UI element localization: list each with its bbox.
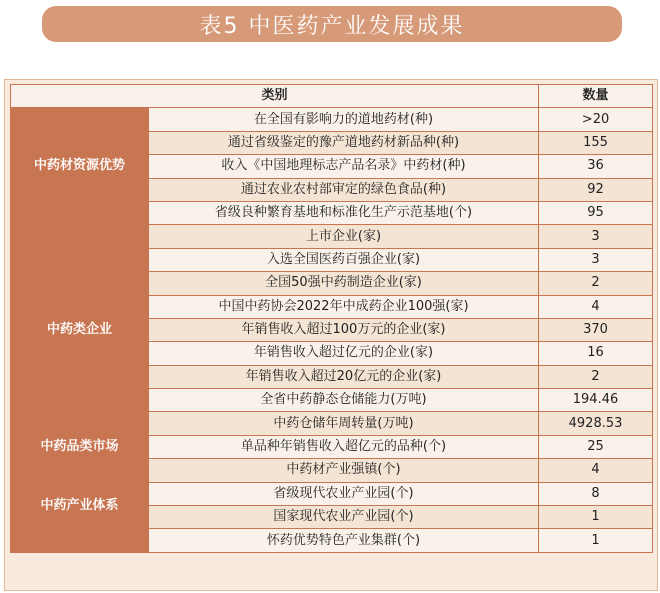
count-cell: 8 bbox=[539, 482, 653, 505]
count-cell: 1 bbox=[539, 506, 653, 529]
item-cell: 中药材产业强镇(个) bbox=[149, 459, 539, 482]
item-cell: 怀药优势特色产业集群(个) bbox=[149, 529, 539, 552]
item-cell: 收入《中国地理标志产品名录》中药材(种) bbox=[149, 155, 539, 178]
item-cell: 在全国有影响力的道地药材(种) bbox=[149, 108, 539, 131]
count-cell: 25 bbox=[539, 435, 653, 458]
count-cell: 1 bbox=[539, 529, 653, 552]
count-cell: 36 bbox=[539, 155, 653, 178]
item-cell: 全国50强中药制造企业(家) bbox=[149, 272, 539, 295]
item-cell: 上市企业(家) bbox=[149, 225, 539, 248]
item-cell: 省级良种繁育基地和标准化生产示范基地(个) bbox=[149, 201, 539, 224]
item-cell: 年销售收入超过亿元的企业(家) bbox=[149, 342, 539, 365]
table-title: 表5 中医药产业发展成果 bbox=[42, 6, 622, 42]
count-cell: 92 bbox=[539, 178, 653, 201]
count-cell: 194.46 bbox=[539, 389, 653, 412]
table-row bbox=[11, 459, 653, 482]
count-cell: 3 bbox=[539, 225, 653, 248]
count-cell: 3 bbox=[539, 248, 653, 271]
header-count: 数量 bbox=[539, 85, 653, 108]
item-cell: 国家现代农业产业园(个) bbox=[149, 506, 539, 529]
count-cell: 2 bbox=[539, 365, 653, 388]
count-cell: 4928.53 bbox=[539, 412, 653, 435]
header-category: 类别 bbox=[11, 85, 539, 108]
category-cell: 中药品类市场 bbox=[11, 435, 149, 458]
category-cell: 中药类企业 bbox=[11, 225, 149, 436]
item-cell: 通过省级鉴定的豫产道地药材新品种(种) bbox=[149, 131, 539, 154]
header-row bbox=[11, 85, 653, 108]
item-cell: 入选全国医药百强企业(家) bbox=[149, 248, 539, 271]
table-row bbox=[11, 225, 653, 248]
item-cell: 中国中药协会2022年中成药企业100强(家) bbox=[149, 295, 539, 318]
count-cell: 95 bbox=[539, 201, 653, 224]
category-cell: 中药材资源优势 bbox=[11, 108, 149, 225]
table-row bbox=[11, 108, 653, 131]
count-cell: 4 bbox=[539, 459, 653, 482]
table-body bbox=[11, 108, 653, 552]
count-cell: 370 bbox=[539, 318, 653, 341]
item-cell: 年销售收入超过20亿元的企业(家) bbox=[149, 365, 539, 388]
item-cell: 通过农业农村部审定的绿色食品(种) bbox=[149, 178, 539, 201]
count-cell: 155 bbox=[539, 131, 653, 154]
item-cell: 全省中药静态仓储能力(万吨) bbox=[149, 389, 539, 412]
results-table bbox=[10, 84, 653, 553]
count-cell: >20 bbox=[539, 108, 653, 131]
category-cell: 中药产业体系 bbox=[11, 459, 149, 553]
table-row bbox=[11, 435, 653, 458]
item-cell: 单品种年销售收入超亿元的品种(个) bbox=[149, 435, 539, 458]
item-cell: 省级现代农业产业园(个) bbox=[149, 482, 539, 505]
item-cell: 中药仓储年周转量(万吨) bbox=[149, 412, 539, 435]
count-cell: 16 bbox=[539, 342, 653, 365]
count-cell: 2 bbox=[539, 272, 653, 295]
item-cell: 年销售收入超过100万元的企业(家) bbox=[149, 318, 539, 341]
count-cell: 4 bbox=[539, 295, 653, 318]
